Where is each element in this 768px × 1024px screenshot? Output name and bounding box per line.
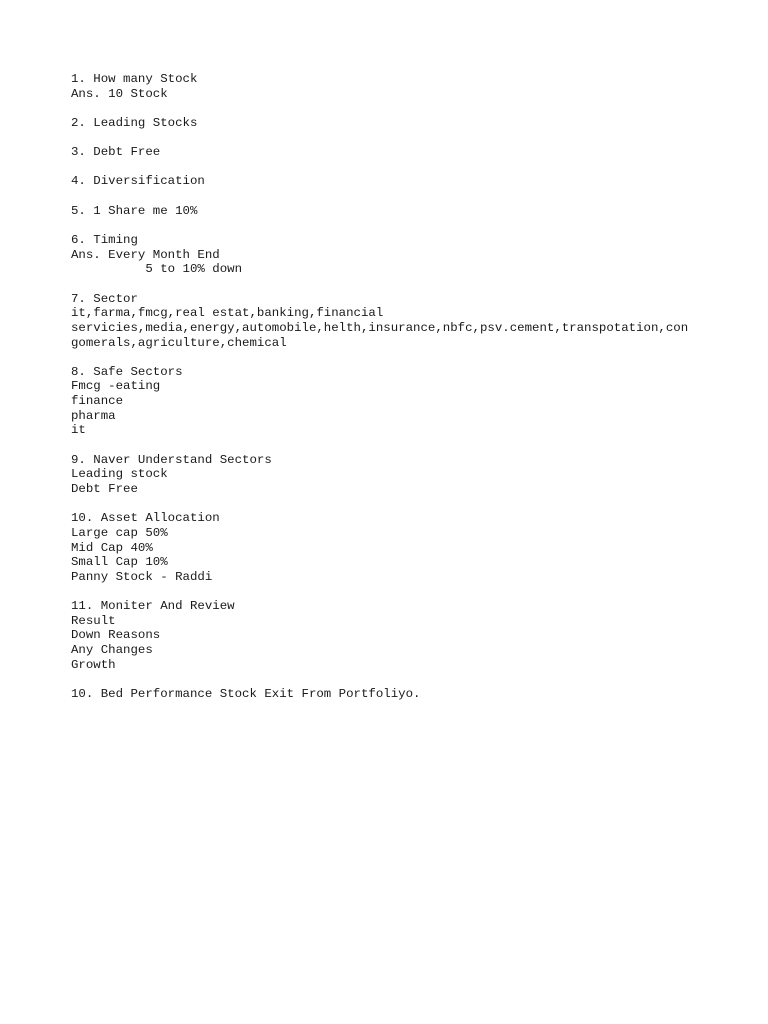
text-line: Down Reasons xyxy=(71,628,161,643)
text-line: finance xyxy=(71,394,124,409)
text-line: servicies,media,energy,automobile,helth,insurance,nbfc,psv.cement,transpotation,con xyxy=(71,320,689,335)
text-line: 11. Moniter And Review xyxy=(71,599,235,614)
text-line: 9. Naver Understand Sectors xyxy=(71,452,272,467)
text-line: Result xyxy=(71,613,116,628)
text-line: Ans. Every Month End xyxy=(71,247,220,262)
text-line: it,farma,fmcg,real estat,banking,financial xyxy=(71,306,384,321)
text-line: 10. Bed Performance Stock Exit From Portfoliyo. xyxy=(71,686,421,701)
text-line: 3. Debt Free xyxy=(71,145,161,160)
blank-line xyxy=(71,438,731,453)
text-line: 6. Timing xyxy=(71,233,138,248)
text-line: 4. Diversification xyxy=(71,174,205,189)
blank-line xyxy=(71,218,731,233)
text-line: Ans. 10 Stock xyxy=(71,86,168,101)
blank-line xyxy=(71,160,731,175)
text-line: 2. Leading Stocks xyxy=(71,115,198,130)
blank-line xyxy=(71,131,731,146)
text-line: Large cap 50% xyxy=(71,525,168,540)
text-line: Mid Cap 40% xyxy=(71,540,153,555)
text-line: 1. How many Stock xyxy=(71,72,198,86)
blank-line xyxy=(71,101,731,116)
text-line: 10. Asset Allocation xyxy=(71,511,220,526)
document-body xyxy=(71,72,731,702)
blank-line xyxy=(71,350,731,365)
blank-line xyxy=(71,277,731,292)
text-line: Any Changes xyxy=(71,642,153,657)
text-line: Growth xyxy=(71,657,116,672)
text-line: 8. Safe Sectors xyxy=(71,364,183,379)
blank-line xyxy=(71,189,731,204)
text-line: 5 to 10% down xyxy=(71,262,243,277)
text-line: 7. Sector xyxy=(71,291,138,306)
blank-line xyxy=(71,497,731,512)
blank-line xyxy=(71,584,731,599)
text-line: Small Cap 10% xyxy=(71,555,168,570)
text-line: gomerals,agriculture,chemical xyxy=(71,335,287,350)
text-line: Panny Stock - Raddi xyxy=(71,569,213,584)
text-line: Leading stock xyxy=(71,467,168,482)
text-line: Fmcg -eating xyxy=(71,379,161,394)
text-line: it xyxy=(71,423,86,438)
text-line: Debt Free xyxy=(71,481,138,496)
text-line: 5. 1 Share me 10% xyxy=(71,203,198,218)
blank-line xyxy=(71,672,731,687)
text-line: pharma xyxy=(71,408,116,423)
